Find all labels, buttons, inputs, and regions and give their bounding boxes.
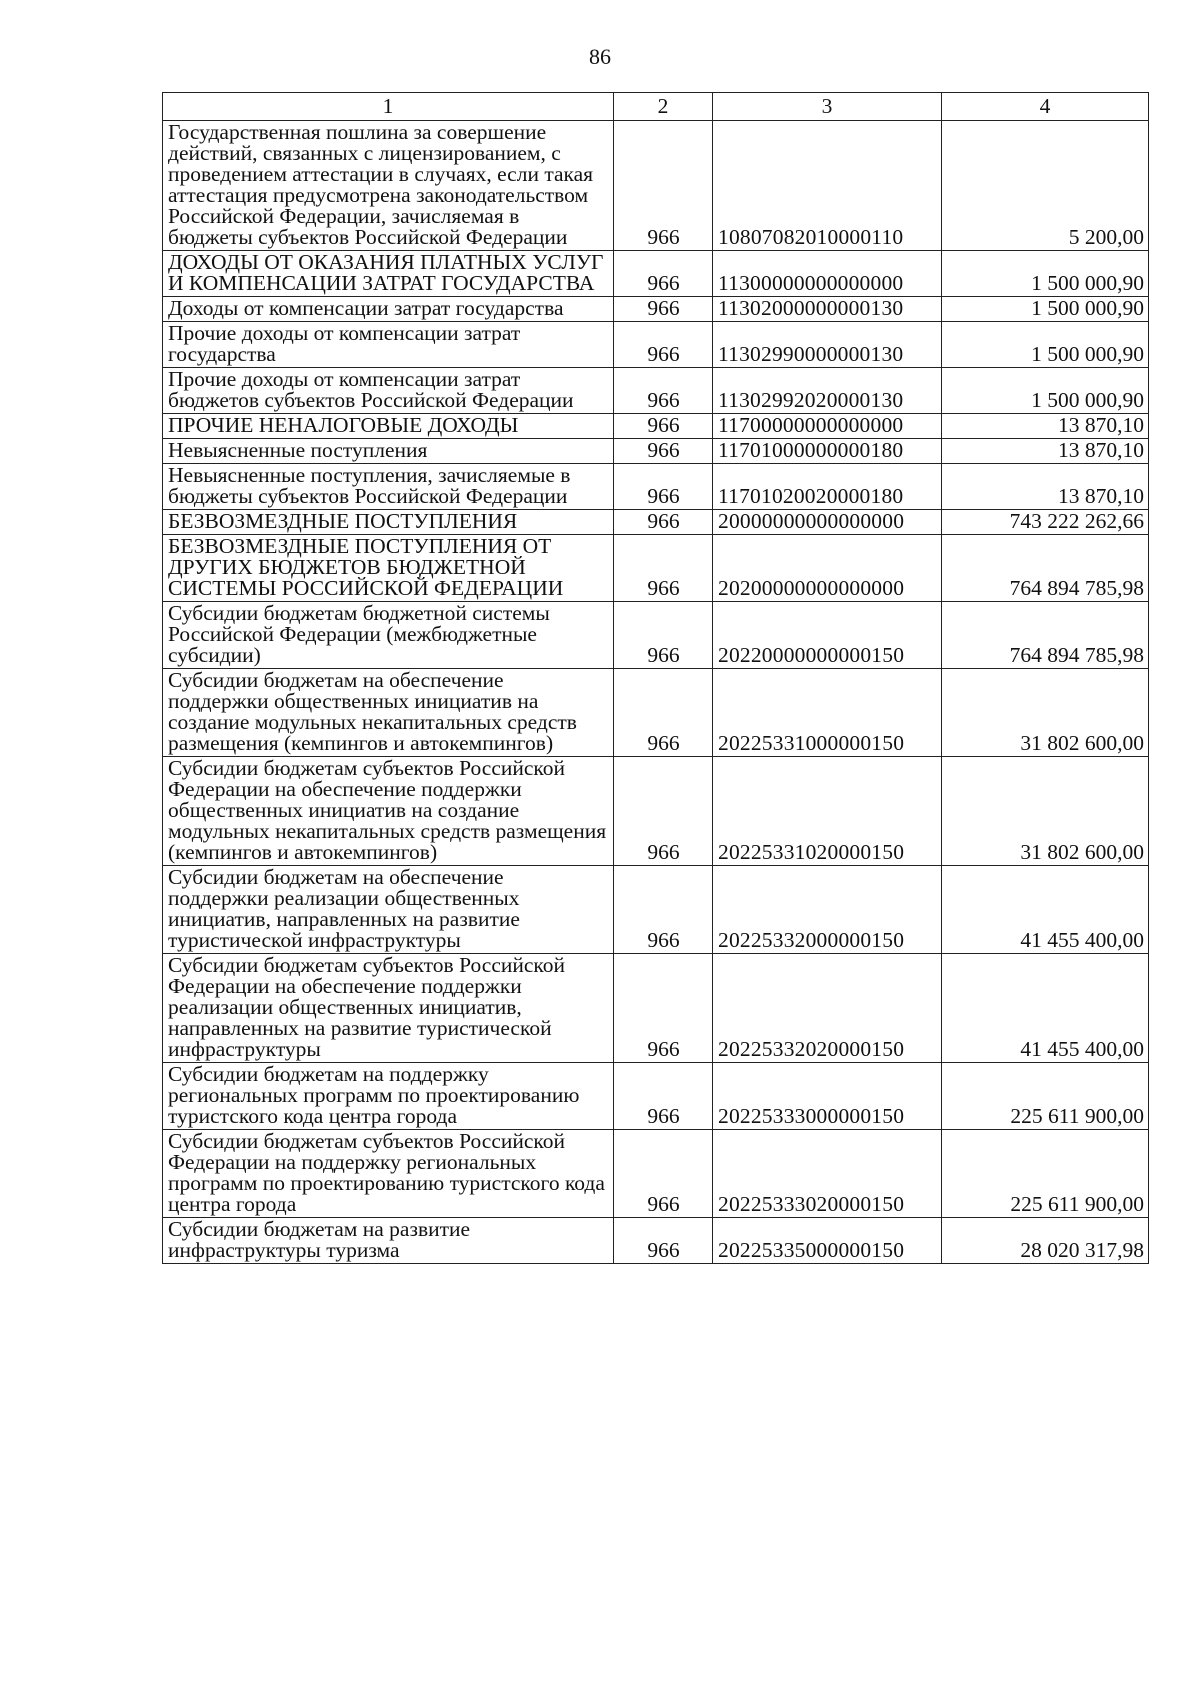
row-admin-code: 966 <box>614 368 713 414</box>
row-budget-code: 20225333020000150 <box>713 1130 942 1218</box>
row-name: Невыясненные поступления, зачисляемые в бюджеты субъектов Российской Федерации <box>163 464 614 510</box>
revenue-table <box>162 92 1149 1264</box>
row-amount: 764 894 785,98 <box>942 602 1149 669</box>
table-row <box>163 954 1149 1063</box>
row-admin-code: 966 <box>614 669 713 757</box>
row-amount: 31 802 600,00 <box>942 669 1149 757</box>
row-budget-code: 10807082010000110 <box>713 121 942 251</box>
row-admin-code: 966 <box>614 297 713 322</box>
row-name: Прочие доходы от компенсации затрат бюджетов субъектов Российской Федерации <box>163 368 614 414</box>
table-row <box>163 669 1149 757</box>
row-amount: 28 020 317,98 <box>942 1218 1149 1264</box>
row-budget-code: 11302000000000130 <box>713 297 942 322</box>
row-amount: 1 500 000,90 <box>942 251 1149 297</box>
table-row <box>163 414 1149 439</box>
row-name: Государственная пошлина за совершение действий, связанных с лицензированием, с проведением аттестации в случаях, если такая аттестация предусмотрена законодательством Российской Федерации, зачисляемая в бюджеты субъектов Российской Федерации <box>163 121 614 251</box>
row-name: ДОХОДЫ ОТ ОКАЗАНИЯ ПЛАТНЫХ УСЛУГ И КОМПЕНСАЦИИ ЗАТРАТ ГОСУДАРСТВА <box>163 251 614 297</box>
row-admin-code: 966 <box>614 757 713 866</box>
column-header-4: 4 <box>942 93 1149 121</box>
page-number: 86 <box>589 44 611 69</box>
row-budget-code: 20220000000000150 <box>713 602 942 669</box>
table-row <box>163 1130 1149 1218</box>
row-budget-code: 20225331000000150 <box>713 669 942 757</box>
row-amount: 5 200,00 <box>942 121 1149 251</box>
table-row <box>163 1218 1149 1264</box>
row-amount: 13 870,10 <box>942 464 1149 510</box>
column-header-3: 3 <box>713 93 942 121</box>
row-amount: 41 455 400,00 <box>942 954 1149 1063</box>
row-admin-code: 966 <box>614 866 713 954</box>
row-amount: 743 222 262,66 <box>942 510 1149 535</box>
column-header-1: 1 <box>163 93 614 121</box>
row-amount: 41 455 400,00 <box>942 866 1149 954</box>
row-name: ПРОЧИЕ НЕНАЛОГОВЫЕ ДОХОДЫ <box>163 414 614 439</box>
row-name: Прочие доходы от компенсации затрат государства <box>163 322 614 368</box>
row-admin-code: 966 <box>614 510 713 535</box>
row-amount: 1 500 000,90 <box>942 322 1149 368</box>
column-header-2: 2 <box>614 93 713 121</box>
row-budget-code: 11701000000000180 <box>713 439 942 464</box>
table-header-row <box>163 93 1149 121</box>
row-name: Доходы от компенсации затрат государства <box>163 297 614 322</box>
table-row <box>163 439 1149 464</box>
table-row <box>163 464 1149 510</box>
row-name: Невыясненные поступления <box>163 439 614 464</box>
row-admin-code: 966 <box>614 602 713 669</box>
row-admin-code: 966 <box>614 251 713 297</box>
row-name: БЕЗВОЗМЕЗДНЫЕ ПОСТУПЛЕНИЯ <box>163 510 614 535</box>
row-budget-code: 11302992020000130 <box>713 368 942 414</box>
row-admin-code: 966 <box>614 1130 713 1218</box>
row-admin-code: 966 <box>614 121 713 251</box>
row-budget-code: 20000000000000000 <box>713 510 942 535</box>
row-budget-code: 11700000000000000 <box>713 414 942 439</box>
table-row <box>163 251 1149 297</box>
row-admin-code: 966 <box>614 439 713 464</box>
table-row <box>163 535 1149 602</box>
row-amount: 13 870,10 <box>942 439 1149 464</box>
row-admin-code: 966 <box>614 954 713 1063</box>
row-admin-code: 966 <box>614 1218 713 1264</box>
row-name: Субсидии бюджетам на обеспечение поддержки реализации общественных инициатив, направленных на развитие туристической инфраструктуры <box>163 866 614 954</box>
table-row <box>163 757 1149 866</box>
row-amount: 764 894 785,98 <box>942 535 1149 602</box>
row-amount: 225 611 900,00 <box>942 1063 1149 1130</box>
row-name: БЕЗВОЗМЕЗДНЫЕ ПОСТУПЛЕНИЯ ОТ ДРУГИХ БЮДЖЕТОВ БЮДЖЕТНОЙ СИСТЕМЫ РОССИЙСКОЙ ФЕДЕРАЦИИ <box>163 535 614 602</box>
row-amount: 1 500 000,90 <box>942 368 1149 414</box>
row-budget-code: 20225332000000150 <box>713 866 942 954</box>
row-budget-code: 20225335000000150 <box>713 1218 942 1264</box>
row-admin-code: 966 <box>614 322 713 368</box>
row-name: Субсидии бюджетам субъектов Российской Федерации на поддержку региональных программ по проектированию туристского кода центра города <box>163 1130 614 1218</box>
row-budget-code: 20225331020000150 <box>713 757 942 866</box>
row-name: Субсидии бюджетам на поддержку региональных программ по проектированию туристского кода центра города <box>163 1063 614 1130</box>
table-row <box>163 1063 1149 1130</box>
row-admin-code: 966 <box>614 414 713 439</box>
table-row <box>163 602 1149 669</box>
row-budget-code: 11701020020000180 <box>713 464 942 510</box>
row-name: Субсидии бюджетам субъектов Российской Федерации на обеспечение поддержки реализации общественных инициатив, направленных на развитие туристической инфраструктуры <box>163 954 614 1063</box>
table-row <box>163 368 1149 414</box>
row-budget-code: 20225332020000150 <box>713 954 942 1063</box>
row-name: Субсидии бюджетам бюджетной системы Российской Федерации (межбюджетные субсидии) <box>163 602 614 669</box>
table-row <box>163 297 1149 322</box>
row-admin-code: 966 <box>614 464 713 510</box>
table-row <box>163 510 1149 535</box>
row-name: Субсидии бюджетам на развитие инфраструктуры туризма <box>163 1218 614 1264</box>
row-amount: 1 500 000,90 <box>942 297 1149 322</box>
row-amount: 13 870,10 <box>942 414 1149 439</box>
row-amount: 31 802 600,00 <box>942 757 1149 866</box>
table-row <box>163 121 1149 251</box>
row-admin-code: 966 <box>614 535 713 602</box>
row-amount: 225 611 900,00 <box>942 1130 1149 1218</box>
table-row <box>163 322 1149 368</box>
row-budget-code: 20200000000000000 <box>713 535 942 602</box>
row-name: Субсидии бюджетам на обеспечение поддержки общественных инициатив на создание модульных некапитальных средств размещения (кемпингов и автокемпингов) <box>163 669 614 757</box>
table-row <box>163 866 1149 954</box>
row-budget-code: 11300000000000000 <box>713 251 942 297</box>
row-budget-code: 11302990000000130 <box>713 322 942 368</box>
row-admin-code: 966 <box>614 1063 713 1130</box>
row-name: Субсидии бюджетам субъектов Российской Федерации на обеспечение поддержки общественных инициатив на создание модульных некапитальных средств размещения (кемпингов и автокемпингов) <box>163 757 614 866</box>
row-budget-code: 20225333000000150 <box>713 1063 942 1130</box>
